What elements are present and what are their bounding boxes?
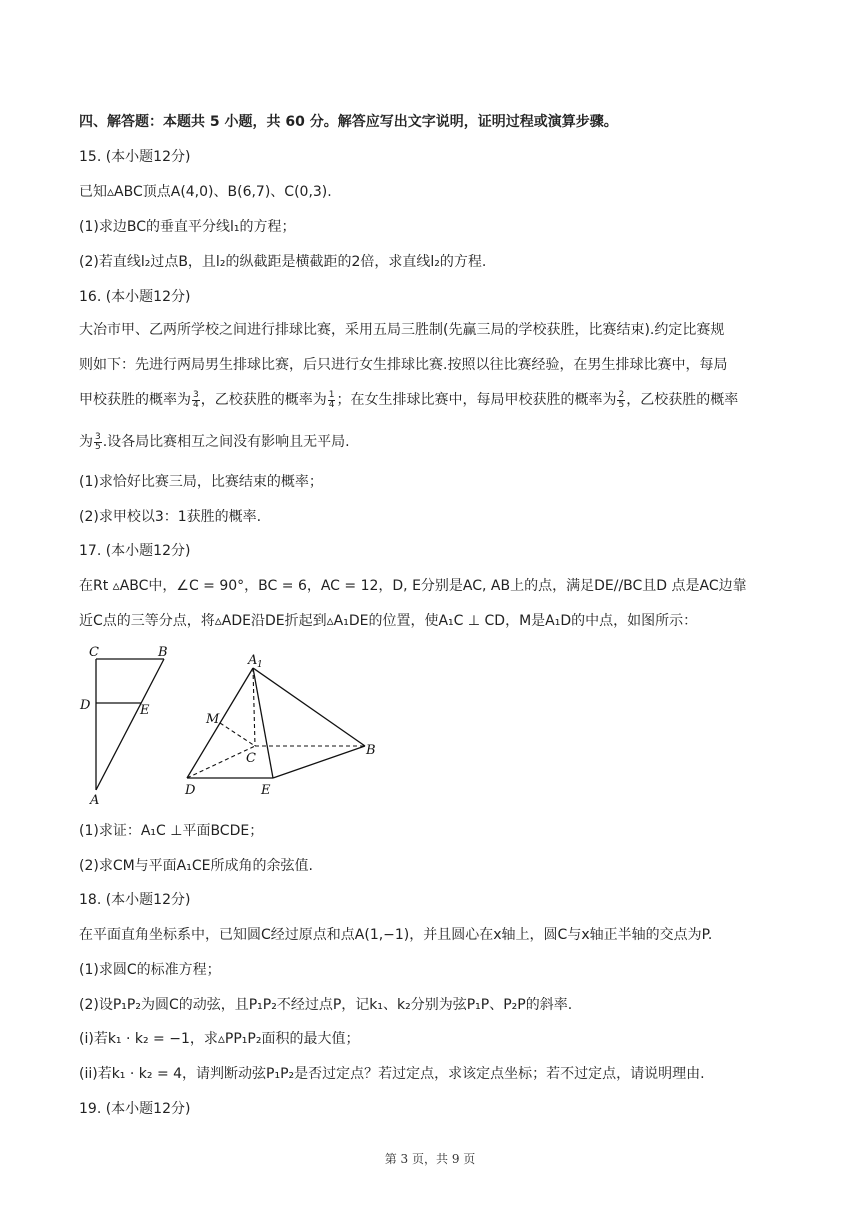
segment-a1b xyxy=(253,668,365,746)
page-footer: 第 3 页，共 9 页 xyxy=(384,1152,476,1166)
label-a1-right: A xyxy=(248,653,258,668)
fraction-2-5 xyxy=(617,391,625,410)
q16-part2: (2)求甲校以3：1获胜的概率. xyxy=(79,509,262,525)
q17-line1: 在Rt ▵ABC中，∠C = 90°，BC = 6，AC = 12，D, E分别是AC, AB上的点，满足DE//BC且D 点是AC边靠 xyxy=(79,578,747,594)
segment-ba xyxy=(96,659,164,790)
q16-line3-text-a: 甲校获胜的概率为 xyxy=(79,392,191,408)
q16-line4 xyxy=(79,432,350,452)
q16-part1: (1)求恰好比赛三局，比赛结束的概率； xyxy=(79,474,323,490)
q17-line2: 近C点的三等分点，将▵ADE沿DE折起到▵A₁DE的位置，使A₁C ⊥ CD，M是A₁D的中点，如图所示： xyxy=(79,613,698,629)
q18-line1: 在平面直角坐标系中，已知圆C经过原点和点A(1,−1)，并且圆心在x轴上，圆C与x轴正半轴的交点为P. xyxy=(79,927,713,943)
fraction-denominator: 4 xyxy=(193,399,199,410)
label-c-right: C xyxy=(246,751,256,766)
fraction-denominator: 5 xyxy=(95,441,101,452)
label-a-left: A xyxy=(90,793,100,808)
fraction-numerator: 3 xyxy=(193,389,199,400)
fraction-3-5 xyxy=(94,433,102,452)
q17-part2: (2)求CM与平面A₁CE所成角的余弦值. xyxy=(79,858,313,874)
q16-line1: 大冶市甲、乙两所学校之间进行排球比赛，采用五局三胜制(先赢三局的学校获胜，比赛结束).约定比赛规 xyxy=(79,322,725,338)
label-e-right: E xyxy=(261,783,271,798)
label-d-right: D xyxy=(185,783,196,798)
fraction-3-4 xyxy=(192,391,200,410)
segment-mc xyxy=(220,723,255,746)
label-e-left: E xyxy=(140,703,150,718)
label-a1-subscript: 1 xyxy=(257,660,263,670)
fraction-denominator: 5 xyxy=(618,399,625,410)
segment-eb xyxy=(273,746,365,778)
section-header: 四、解答题：本题共 5 小题，共 60 分。解答应写出文字说明，证明过程或演算步骤。 xyxy=(79,114,618,130)
q15-part1: (1)求边BC的垂直平分线l₁的方程； xyxy=(79,219,296,235)
label-d-left: D xyxy=(80,698,91,713)
q17-heading: 17. (本小题12分) xyxy=(79,543,191,559)
q16-line3-text-b: ，乙校获胜的概率为 xyxy=(200,392,327,408)
label-b-right: B xyxy=(366,743,376,758)
label-m-right: M xyxy=(206,712,220,727)
fraction-denominator: 4 xyxy=(328,399,335,410)
q15-part2: (2)若直线l₂过点B，且l₂的纵截距是横截距的2倍，求直线l₂的方程. xyxy=(79,254,487,270)
fraction-numerator: 3 xyxy=(95,431,101,442)
label-c-left: C xyxy=(89,645,99,660)
fraction-numerator: 1 xyxy=(328,389,335,400)
q16-line4-text-b: .设各局比赛相互之间没有影响且无平局. xyxy=(102,434,350,450)
q18-part2: (2)设P₁P₂为圆C的动弦，且P₁P₂不经过点P，记k₁、k₂分别为弦P₁P、P₂P的斜率. xyxy=(79,997,573,1013)
fraction-numerator: 2 xyxy=(618,389,625,400)
q19-heading: 19. (本小题12分) xyxy=(79,1101,191,1117)
flat-triangle-figure xyxy=(96,659,164,790)
q18-part1: (1)求圆C的标准方程； xyxy=(79,962,221,978)
q16-heading: 16. (本小题12分) xyxy=(79,289,191,305)
q16-line3 xyxy=(79,390,738,410)
q17-part1: (1)求证：A₁C ⊥平面BCDE； xyxy=(79,823,264,839)
fraction-1-4 xyxy=(328,391,336,410)
q18-part2-ii: (ii)若k₁ · k₂ = 4，请判断动弦P₁P₂是否过定点？若过定点，求该定点坐标；若不过定点，请说明理由. xyxy=(79,1066,705,1082)
q18-heading: 18. (本小题12分) xyxy=(79,892,191,908)
q16-line4-text-a: 为 xyxy=(79,434,93,450)
label-b-left: B xyxy=(158,645,168,660)
q18-part2-i: (i)若k₁ · k₂ = −1，求▵PP₁P₂面积的最大值； xyxy=(79,1031,360,1047)
q15-stem: 已知▵ABC顶点A(4,0)、B(6,7)、C(0,3). xyxy=(79,184,332,200)
q16-line3-text-d: ，乙校获胜的概率 xyxy=(626,392,739,408)
q16-line2: 则如下：先进行两局男生排球比赛，后只进行女生排球比赛.按照以往比赛经验，在男生排球比赛中，每局 xyxy=(79,357,728,373)
segment-a1e xyxy=(253,668,273,778)
q17-figure xyxy=(70,640,400,810)
q16-line3-text-c: ；在女生排球比赛中，每局甲校获胜的概率为 xyxy=(336,392,617,408)
q15-heading: 15. (本小题12分) xyxy=(79,149,191,165)
